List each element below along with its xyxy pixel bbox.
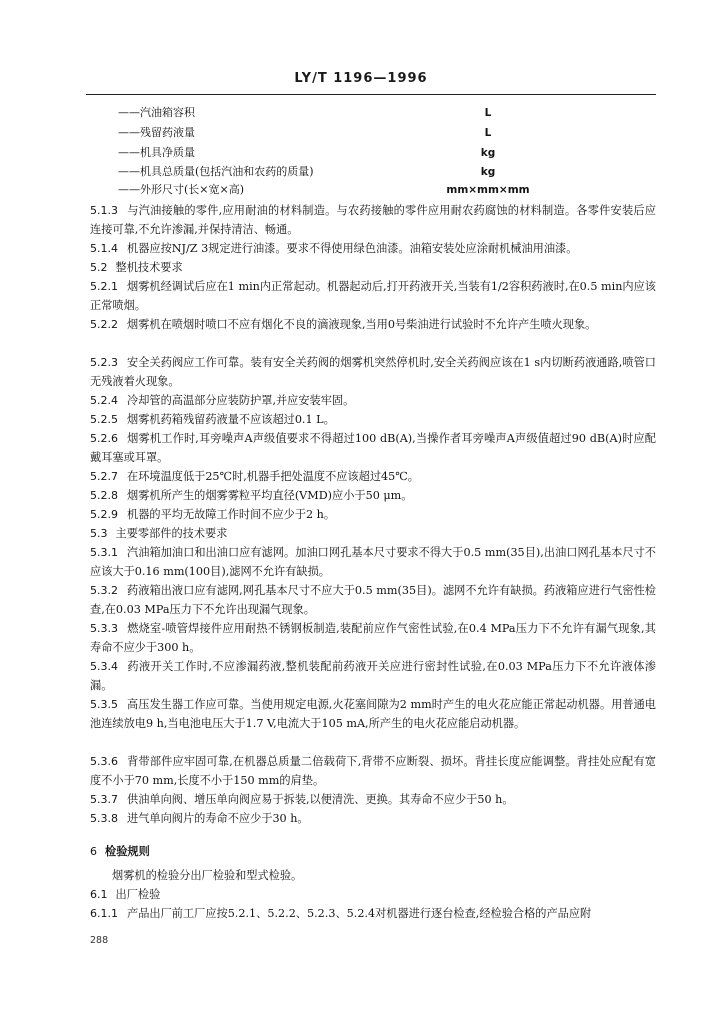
spec-name: ——机具总质量(包括汽油和农药的质量) [118,165,314,178]
clause-5-3-5 [90,695,656,733]
section-heading-5-3 [90,524,656,543]
section-heading-6 [90,842,656,861]
clause-text: 药液箱出液口应有滤网,网孔基本尺寸不应大于0.5 mm(35目)。滤网不允许有缺损。药液箱应进行气密性检查,在0.03 MPa压力下不允许出现漏气现象。 [90,584,656,616]
clause-5-3-8 [90,809,656,828]
clause-5-2-9 [90,505,656,524]
clause-text: 供油单向阀、增压单向阀应易于拆装,以便清洗、更换。其寿命不应少于50 h。 [127,793,514,806]
clause-number: 5.1.4 [90,242,118,255]
clause-text: 机器的平均无故障工作时间不应少于2 h。 [127,508,336,521]
clause-5-2-8 [90,486,656,505]
clause-5-3-1 [90,543,656,581]
clause-number: 5.2.7 [90,470,118,483]
clause-5-1-3 [90,201,656,239]
section-number: 5.2 [90,261,108,274]
clause-text: 背带部件应牢固可靠,在机器总质量二倍载荷下,背带不应断裂、损坏。背挂长度应能调整。背挂处应配有宽度不小于70 mm,长度不小于150 mm的肩垫。 [90,755,656,787]
clause-5-2-6 [90,429,656,467]
spec-name: ——残留药液量 [118,126,195,139]
clause-text: 烟雾机工作时,耳旁噪声A声级值要求不得超过100 dB(A),当操作者耳旁噪声A声级值超过90 dB(A)时应配戴耳塞或耳罩。 [90,432,656,464]
spec-name: ——机具净质量 [118,146,195,159]
spec-item [118,104,568,122]
clause-number: 5.2.2 [90,318,118,331]
clause-5-3-2 [90,581,656,619]
clause-text: 机器应按NJ/Z 3规定进行油漆。要求不得使用绿色油漆。油箱安装处应涂耐机械油用油漆。 [127,242,578,255]
clause-text: 在环境温度低于25℃时,机器手把处温度不应该超过45℃。 [127,470,419,483]
spec-unit: kg [480,147,496,159]
clause-text: 烟雾机经调试后应在1 min内正常起动。机器起动后,打开药液开关,当装有1/2容积药液时,在0.5 min内应该正常喷烟。 [90,280,656,312]
spec-unit: L [484,127,492,139]
clause-5-3-7 [90,790,656,809]
clause-5-3-4 [90,657,656,695]
section-heading-6-1 [90,885,656,904]
section-heading-5-2 [90,258,656,277]
clause-number: 5.2.8 [90,489,118,502]
clause-text: 冷却管的高温部分应装防护罩,并应安装牢固。 [127,394,355,407]
spec-unit: L [484,107,492,119]
clause-5-1-4 [90,239,656,258]
section-title: 主要零部件的技术要求 [115,527,228,540]
section-number: 6 [90,845,97,858]
clause-5-3-6 [90,752,656,790]
clause-5-2-7 [90,467,656,486]
clause-number: 5.3.7 [90,793,118,806]
spec-name: ——汽油箱容积 [118,106,195,119]
spec-unit: mm×mm×mm [446,184,530,196]
spec-item [118,144,568,162]
clause-number: 5.2.3 [90,356,118,369]
clause-text: 高压发生器工作应可靠。当使用规定电源,火花塞间隙为2 mm时产生的电火花应能正常起动机器。用普通电池连续放电9 h,当电池电压大于1.7 V,电流大于105 mA,所产生的电火花应能启动机器。 [90,698,656,730]
clause-text: 产品出厂前工厂应按5.2.1、5.2.2、5.2.3、5.2.4对机器进行逐台检查,经检验合格的产品应附 [127,907,592,920]
clause-number: 5.2.1 [90,280,118,293]
clause-text: 安全关药阀应工作可靠。装有安全关药阀的烟雾机突然停机时,安全关药阀应该在1 s内切断药液通路,喷管口无残液着火现象。 [90,356,656,388]
clause-text: 进气单向阀片的寿命不应少于30 h。 [127,812,309,825]
clause-number: 5.2.5 [90,413,118,426]
spec-name: ——外形尺寸(长×宽×高) [118,183,245,196]
section-title: 检验规则 [105,844,150,858]
clause-number: 5.3.1 [90,546,118,559]
clause-number: 5.3.2 [90,584,118,597]
section-number: 5.3 [90,527,108,540]
clause-text: 烟雾机所产生的烟雾雾粒平均直径(VMD)应小于50 μm。 [127,489,413,502]
clause-text: 汽油箱加油口和出油口应有滤网。加油口网孔基本尺寸要求不得大于0.5 mm(35目),出油口网孔基本尺寸不应该大于0.16 mm(100目),滤网不允许有缺损。 [90,546,656,578]
clause-number: 5.1.3 [90,204,118,217]
clause-5-2-5 [90,410,656,429]
section-title: 整机技术要求 [115,261,183,274]
spec-unit: kg [480,166,496,178]
clause-text: 烟雾机在喷烟时喷口不应有烟化不良的滴液现象,当用0号柴油进行试验时不允许产生喷火现象。 [127,318,597,331]
clause-text: 药液开关工作时,不应渗漏药液,整机装配前药液开关应进行密封性试验,在0.03 MPa压力下不允许液体渗漏。 [90,660,656,692]
clause-number: 5.3.4 [90,660,118,673]
standard-code-header: LY/T 1196—1996 [294,71,428,86]
spec-item [118,124,568,142]
page-number: 288 [90,935,109,946]
clause-5-2-4 [90,391,656,410]
clause-number: 5.2.9 [90,508,118,521]
clause-number: 6.1.1 [90,907,118,920]
section-number: 6.1 [90,888,108,901]
clause-text: 燃烧室-喷管焊接件应用耐热不锈钢板制造,装配前应作气密性试验,在0.4 MPa压力下不允许有漏气现象,其寿命不应少于300 h。 [90,622,656,654]
clause-5-2-2 [90,315,656,334]
clause-number: 5.3.6 [90,755,118,768]
clause-number: 5.3.5 [90,698,118,711]
clause-number: 5.3.3 [90,622,118,635]
clause-text: 烟雾机药箱残留药液量不应该超过0.1 L。 [127,413,335,426]
clause-5-2-3 [90,353,656,391]
clause-5-3-3 [90,619,656,657]
header-rule [86,94,656,95]
section-6-intro: 烟雾机的检验分出厂检验和型式检验。 [112,869,303,882]
clause-number: 5.2.4 [90,394,118,407]
clause-text: 与汽油接触的零件,应用耐油的材料制造。与农药接触的零件应用耐农药腐蚀的材料制造。各零件安装后应连接可靠,不允许渗漏,并保持清洁、畅通。 [90,204,656,236]
spec-item [118,163,568,181]
clause-6-1-1 [90,904,656,923]
section-title: 出厂检验 [115,888,161,901]
clause-5-2-1 [90,277,656,315]
clause-number: 5.2.6 [90,432,118,445]
spec-item [118,181,568,199]
clause-number: 5.3.8 [90,812,118,825]
